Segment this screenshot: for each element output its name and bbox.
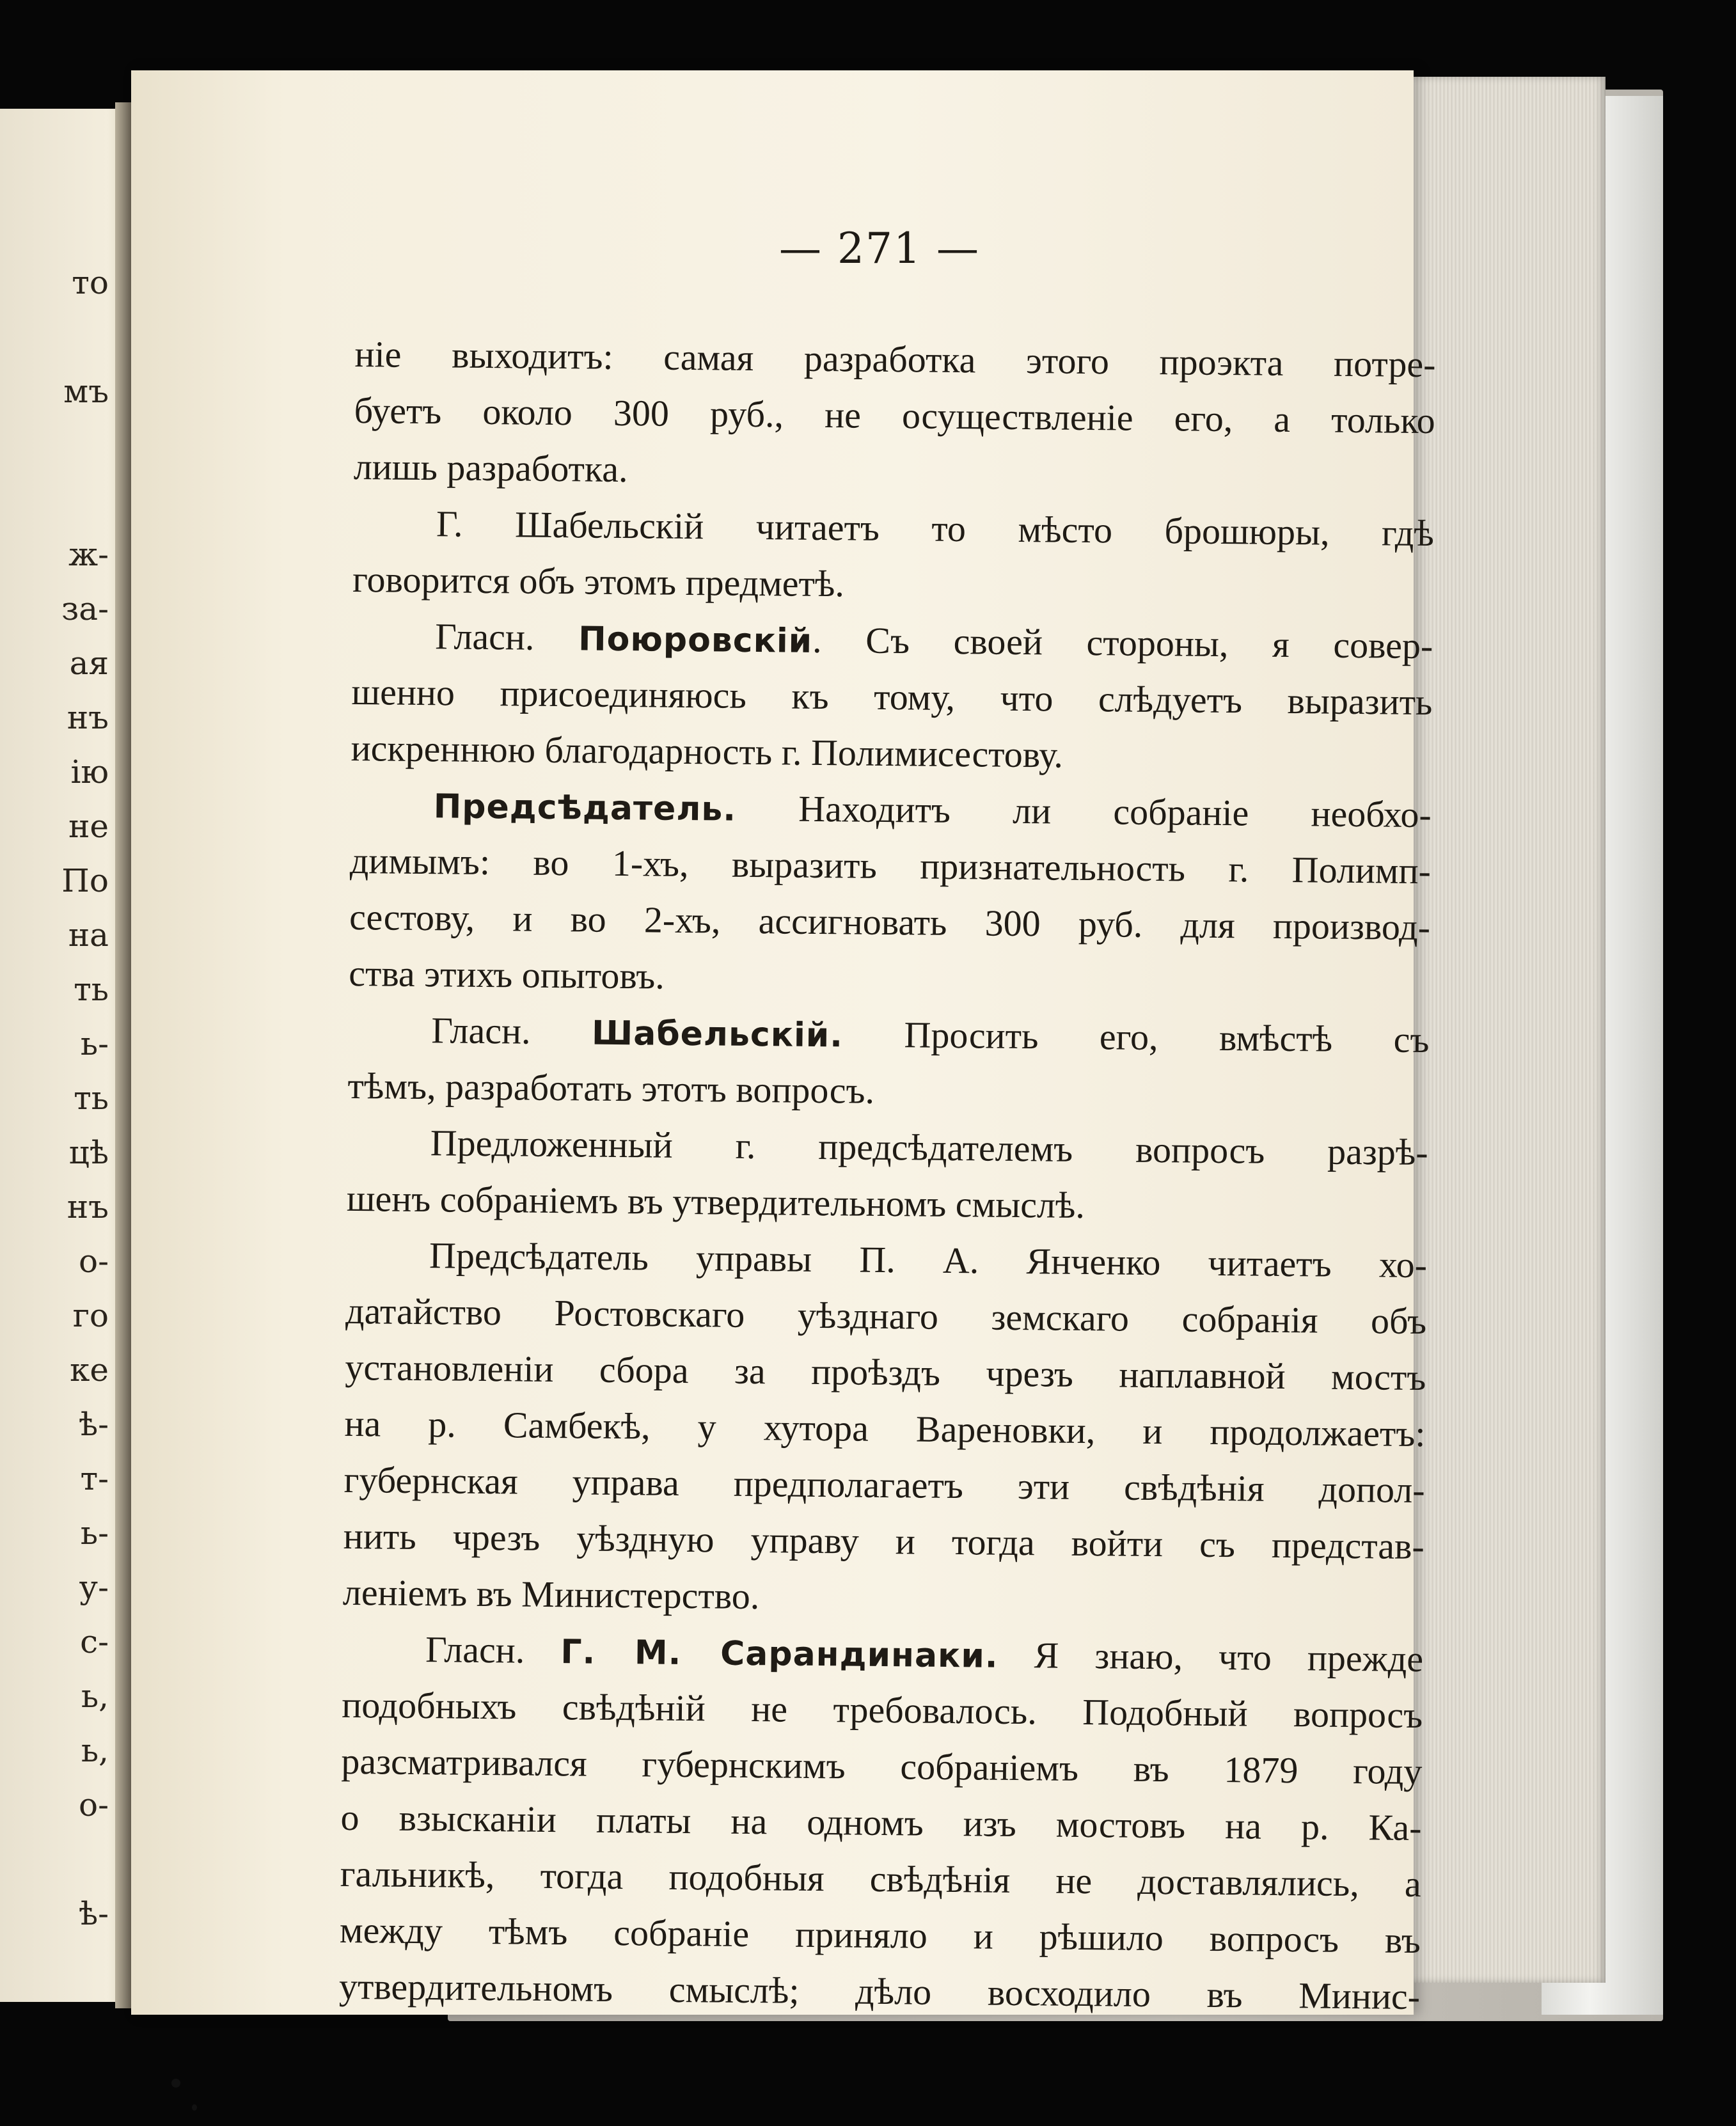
left-page xyxy=(0,109,134,2002)
left-page-fragment: ѣ- xyxy=(78,1406,109,1443)
left-page-fragment: мъ xyxy=(63,373,109,410)
left-page-fragment xyxy=(0,310,109,365)
text-line: утвердительномъ смыслѣ; дѣло восходило въ Минис- xyxy=(338,1965,1421,2018)
left-page-fragment: нъ xyxy=(67,1188,109,1225)
text-line xyxy=(350,776,1432,843)
text-line xyxy=(352,608,1433,674)
text-line: буетъ около 300 руб., не осуществленіе его, а только xyxy=(354,389,1435,442)
text-line: подобныхъ свѣдѣній не требовалось. Подобный вопросъ xyxy=(341,1683,1423,1736)
left-page-fragment: ть xyxy=(74,1080,109,1117)
stray-mark xyxy=(171,2079,180,2088)
text-line: димымъ: во 1-хъ, выразить признательность г. Полимп- xyxy=(349,839,1432,892)
left-page-fragment: ѣ- xyxy=(78,1895,109,1932)
speaker-name: Г. М. Сарандинаки. xyxy=(560,1633,998,1676)
left-page-fragment: цѣ xyxy=(68,1134,109,1171)
text-line: лишь разработка. xyxy=(353,445,628,491)
text-line: Предсѣдатель управы П. А. Янченко читаетъ хо- xyxy=(429,1234,1428,1286)
text-line: установленіи сбора за проѣздъ чрезъ наплавной мостъ xyxy=(345,1346,1426,1399)
speech-text: . Съ своей стороны, я совер- xyxy=(812,618,1433,667)
left-page-fragment: го xyxy=(72,1297,109,1334)
speaker-name: Предсѣдатель. xyxy=(433,787,737,829)
left-page-fragment: у- xyxy=(79,1569,109,1606)
left-page-fragment: на xyxy=(68,917,109,954)
text-line: шенъ собраніемъ въ утвердительномъ смыслѣ. xyxy=(346,1177,1085,1227)
text-line: искреннюю благодарность г. Полимисестову. xyxy=(351,727,1064,776)
text-line: гальникѣ, тогда подобныя свѣдѣнія не доставлялись, а xyxy=(340,1852,1422,1905)
left-page-fragment xyxy=(0,1832,109,1887)
speaker-prefix: Гласн. xyxy=(431,1009,592,1053)
left-page-fragment: ке xyxy=(70,1351,109,1389)
left-page-fragment: т- xyxy=(80,1460,109,1497)
left-page-fragment: По xyxy=(61,862,109,899)
text-line: на р. Самбекѣ, у хутора Вареновки, и продолжаетъ: xyxy=(344,1402,1426,1455)
right-page xyxy=(131,70,1436,2018)
stray-mark xyxy=(192,2104,197,2111)
text-line: разсматривался губернскимъ собраніемъ въ 1879 году xyxy=(341,1740,1423,1793)
text-line: леніемъ въ Министерство. xyxy=(342,1571,760,1618)
text-line: между тѣмъ собраніе приняло и рѣшило вопросъ въ xyxy=(339,1909,1421,1962)
text-line: Г. Шабельскій читаетъ то мѣсто брошюры, гдѣ xyxy=(436,503,1435,555)
text-line: Предложенный г. предсѣдателемъ вопросъ разрѣ- xyxy=(430,1122,1428,1174)
left-page-fragment xyxy=(0,473,109,528)
text-line: ніе выходитъ: самая разработка этого проэкта потре- xyxy=(354,333,1436,386)
left-page-fragment: не xyxy=(68,808,109,845)
page-number: — 271 — xyxy=(779,224,980,273)
left-page-fragment: за- xyxy=(61,590,109,627)
left-page-fragment: с- xyxy=(80,1623,109,1660)
speaker-prefix: Гласн. xyxy=(425,1628,561,1672)
text-line: нить чрезъ уѣздную управу и тогда войти съ представ- xyxy=(343,1515,1425,1568)
text-line: шенно присоединяюсь къ тому, что слѣдуетъ выразить xyxy=(351,670,1433,723)
left-page-fragment: ж- xyxy=(68,536,109,573)
left-page-text-fragments xyxy=(0,256,109,1941)
left-page-fragment: о- xyxy=(79,1786,109,1823)
text-line: датайство Ростовскаго уѣзднаго земскаго собранія объ xyxy=(345,1289,1427,1343)
left-page-fragment: ь- xyxy=(80,1025,109,1062)
left-page-fragment: о- xyxy=(79,1243,109,1280)
left-page-fragment xyxy=(0,419,109,473)
text-line: сестову, и во 2-хъ, ассигновать 300 руб. для производ- xyxy=(349,895,1431,949)
left-page-fragment: ь, xyxy=(81,1732,109,1769)
text-line: ства этихъ опытовъ. xyxy=(348,952,665,997)
left-page-fragment: ь, xyxy=(81,1678,109,1715)
text-line xyxy=(342,1621,1424,1687)
left-page-fragment: ію xyxy=(70,753,109,791)
left-page-fragment: нъ xyxy=(67,699,109,736)
left-page-fragment: ая xyxy=(69,645,109,682)
text-line: тѣмъ, разработать этотъ вопросъ. xyxy=(347,1064,875,1112)
text-line: говорится объ этомъ предметѣ. xyxy=(352,558,845,605)
text-line: губернская управа предполагаетъ эти свѣдѣнія допол- xyxy=(343,1458,1425,1511)
left-page-fragment: ь- xyxy=(80,1515,109,1552)
text-line: о взысканіи платы на одномъ изъ мостовъ на р. Ка- xyxy=(340,1796,1422,1849)
speech-text: Находитъ ли собраніе необхо- xyxy=(736,787,1432,836)
speaker-prefix: Гласн. xyxy=(435,615,579,659)
left-page-fragment: то xyxy=(72,264,109,301)
speaker-name: Шабельскій. xyxy=(591,1014,844,1055)
speech-text: Я знаю, что прежде xyxy=(998,1634,1424,1680)
left-page-fragment: ть xyxy=(74,971,109,1008)
speech-text: Просить его, вмѣстѣ съ xyxy=(842,1013,1430,1061)
page-text xyxy=(339,326,1436,2025)
text-line xyxy=(348,1002,1430,1068)
speaker-name: Поюровскій xyxy=(578,620,813,661)
